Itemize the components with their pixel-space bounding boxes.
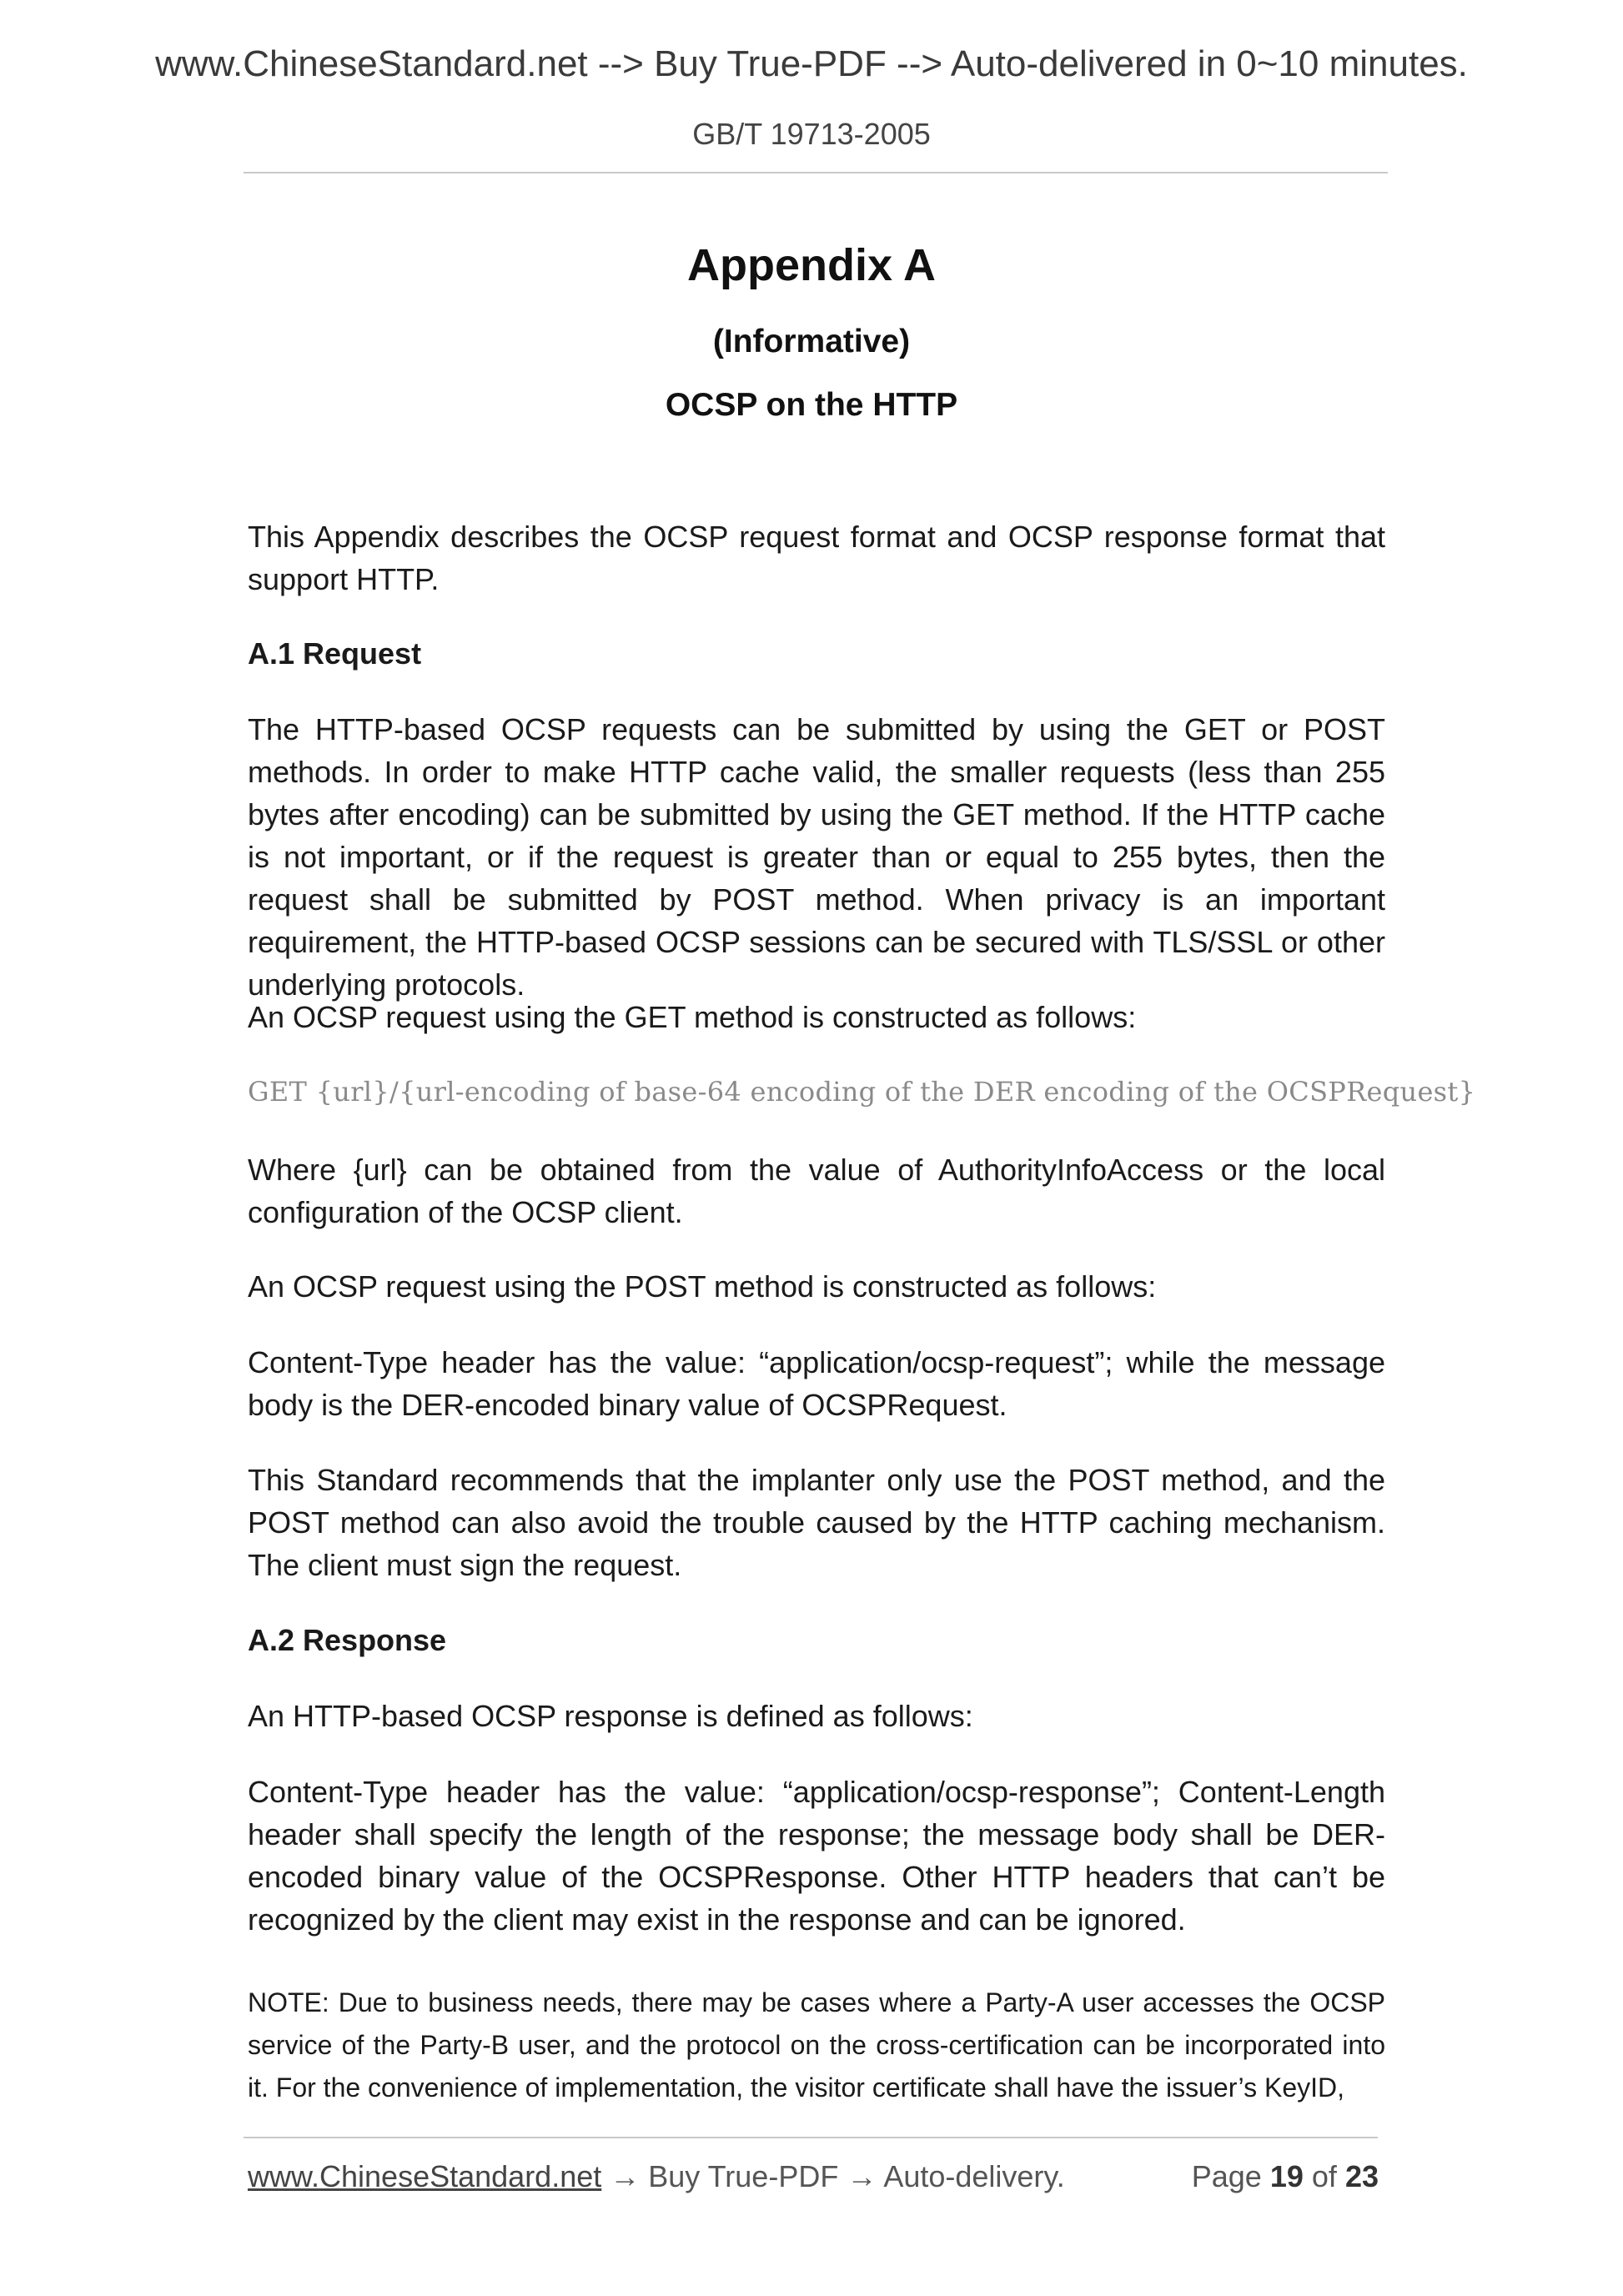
a1-paragraph-recommendation: This Standard recommends that the implanter only use the POST method, and the POST method can also avoid the trouble caused by the HTTP caching mechanism. The client must sign the request.	[248, 1463, 1385, 1582]
a1-paragraph-get-intro: An OCSP request using the GET method is constructed as follows:	[248, 1000, 1137, 1034]
page-footer	[248, 2159, 1379, 2194]
standard-number: GB/T 19713-2005	[692, 117, 931, 151]
informative-label: (Informative)	[712, 324, 911, 359]
top-banner: www.ChineseStandard.net --> Buy True-PDF --> Auto-delivered in 0~10 minutes.	[155, 43, 1468, 84]
section-a2-heading: A.2 Response	[248, 1623, 447, 1657]
a1-paragraph-post-intro: An OCSP request using the POST method is constructed as follows:	[248, 1269, 1157, 1304]
a1-paragraph-url: Where {url} can be obtained from the value of AuthorityInfoAccess or the local configuration of the OCSP client.	[248, 1153, 1385, 1229]
a2-paragraph-intro: An HTTP-based OCSP response is defined as follows:	[248, 1699, 973, 1733]
a1-paragraph-content-type: Content-Type header has the value: “application/ocsp-request”; while the message body is the DER-encoded binary value of OCSPRequest.	[248, 1345, 1385, 1422]
footer-divider	[244, 2137, 1378, 2138]
note-paragraph: NOTE: Due to business needs, there may be cases where a Party-A user accesses the OCSP service of the Party-B user, and the protocol on the cross-certification can be incorporated into it. For the convenience of implementation, the visitor certificate shall have the issuer’s KeyID,	[248, 1987, 1385, 2103]
a2-paragraph-content-type: Content-Type header has the value: “application/ocsp-response”; Content-Length header shall specify the length of the response; the message body shall be DER-encoded binary value of the OCSPResponse. Other HTTP headers that can’t be recognized by the client may exist in the response and can be ignored.	[248, 1775, 1385, 1937]
appendix-subject: OCSP on the HTTP	[665, 387, 958, 423]
current-page: 19	[1269, 2159, 1304, 2193]
header-divider	[244, 172, 1388, 173]
footer-site-link[interactable]: www.ChineseStandard.net	[248, 2159, 602, 2193]
page-counter: Page 19 of 23	[1191, 2159, 1379, 2193]
footer-tagline: → Buy True-PDF → Auto-delivery.	[601, 2159, 1065, 2193]
get-request-format: GET {url}/{url-encoding of base-64 encoding of the DER encoding of the OCSPRequest}	[248, 1076, 1476, 1108]
a1-paragraph-methods: The HTTP-based OCSP requests can be submitted by using the GET or POST methods. In order to make HTTP cache valid, the smaller requests (less than 255 bytes after encoding) can be submitted by using the GET method. If the HTTP cache is not important, or if the request is greater than or equal to 255 bytes, then the request shall be submitted by POST method. When privacy is an important requirement, the HTTP-based OCSP sessions can be secured with TLS/SSL or other underlying protocols.	[248, 712, 1385, 1002]
appendix-title: Appendix A	[686, 240, 936, 290]
section-a1-heading: A.1 Request	[248, 636, 422, 671]
intro-paragraph: This Appendix describes the OCSP request format and OCSP response format that support HTTP.	[248, 520, 1385, 596]
total-pages: 23	[1344, 2159, 1379, 2193]
